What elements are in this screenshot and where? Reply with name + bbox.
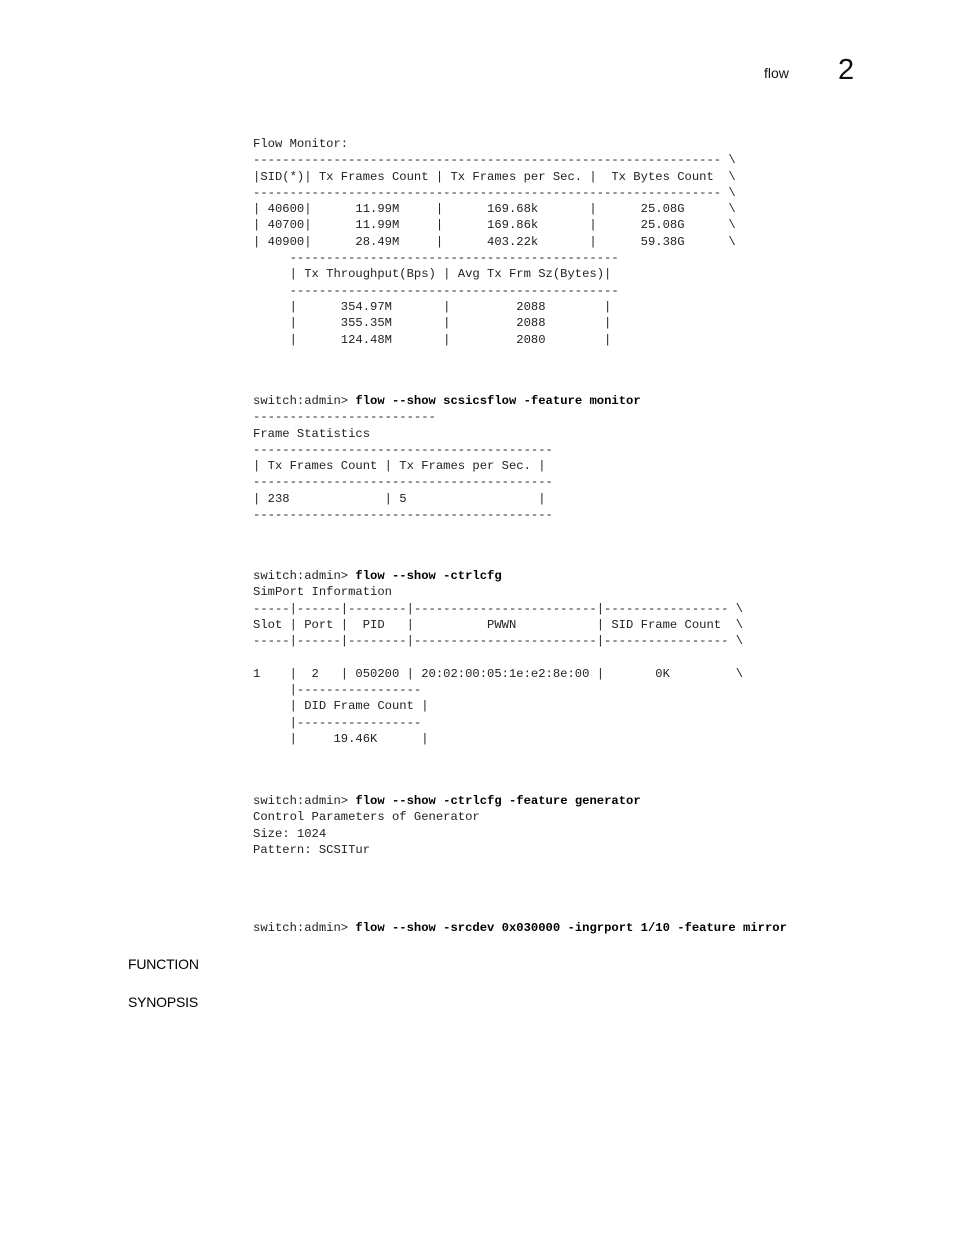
- output-line: | 40900| 28.49M | 403.22k | 59.38G \: [253, 234, 736, 249]
- output-line: -----------------------------------------: [253, 442, 553, 457]
- output-line: |-----------------: [253, 683, 422, 698]
- output-line: Flow Monitor:: [253, 137, 349, 151]
- output-line: -----------------------------------------: [253, 475, 553, 490]
- command-line: [253, 393, 641, 409]
- command-text: flow --show -ctrlcfg: [355, 569, 502, 583]
- output-line: | 40600| 11.99M | 169.68k | 25.08G \: [253, 202, 736, 217]
- output-line: | Tx Throughput(Bps) | Avg Tx Frm Sz(Bytes)|: [253, 267, 612, 282]
- output-line: | Tx Frames Count | Tx Frames per Sec. |: [253, 459, 546, 474]
- mirror-command-example: [253, 920, 787, 936]
- shell-prompt: switch:admin>: [253, 794, 356, 808]
- shell-prompt: switch:admin>: [253, 569, 356, 583]
- output-line: -----------------------------------------: [253, 508, 553, 523]
- output-line: SimPort Information: [253, 585, 392, 600]
- output-line: | 40700| 11.99M | 169.86k | 25.08G \: [253, 218, 736, 233]
- output-line: | 354.97M | 2088 |: [253, 299, 612, 314]
- output-line: | 238 | 5 |: [253, 491, 546, 506]
- output-line: | 124.48M | 2080 |: [253, 332, 612, 347]
- command-text: flow --show scsicsflow -feature monitor: [355, 394, 641, 408]
- output-line: | DID Frame Count |: [253, 699, 429, 714]
- output-line: ---------------------------------------------: [253, 283, 619, 298]
- flow-monitor-output: [253, 136, 736, 348]
- output-line: -----|------|--------|-------------------------|----------------- \: [253, 634, 744, 649]
- header-title: flow: [764, 65, 789, 81]
- output-line: ---------------------------------------------------------------- \: [253, 153, 736, 168]
- output-line: 1 | 2 | 050200 | 20:02:00:05:1e:e2:8e:00 | 0K \: [253, 666, 744, 681]
- output-line: ---------------------------------------------: [253, 251, 619, 266]
- command-text: flow --show -srcdev 0x030000 -ingrport 1/10 -feature mirror: [355, 921, 787, 935]
- command-line: [253, 793, 641, 809]
- output-line: -----|------|--------|-------------------------|----------------- \: [253, 601, 744, 616]
- scsicsflow-monitor-output: [253, 393, 641, 523]
- output-line: [253, 649, 743, 665]
- output-line: ---------------------------------------------------------------- \: [253, 185, 736, 200]
- output-line: |-----------------: [253, 715, 422, 730]
- output-line: Frame Statistics: [253, 426, 371, 441]
- output-line: Pattern: SCSITur: [253, 842, 371, 857]
- function-heading: FUNCTION: [128, 956, 199, 972]
- output-line: Size: 1024: [253, 826, 327, 841]
- output-line: | 19.46K |: [253, 731, 429, 746]
- output-line: |SID(*)| Tx Frames Count | Tx Frames per Sec. | Tx Bytes Count \: [253, 169, 736, 184]
- output-line: Control Parameters of Generator: [253, 810, 480, 825]
- output-line: | 355.35M | 2088 |: [253, 316, 612, 331]
- output-line: Slot | Port | PID | PWWN | SID Frame Count \: [253, 617, 744, 632]
- chapter-number: 2: [838, 54, 855, 86]
- command-line: [253, 568, 743, 584]
- shell-prompt: switch:admin>: [253, 394, 356, 408]
- synopsis-heading: SYNOPSIS: [128, 994, 198, 1010]
- shell-prompt: switch:admin>: [253, 921, 356, 935]
- command-line: [253, 920, 787, 936]
- output-line: -------------------------: [253, 410, 436, 425]
- command-text: flow --show -ctrlcfg -feature generator: [355, 794, 641, 808]
- ctrlcfg-output: [253, 568, 743, 747]
- ctrlcfg-generator-output: [253, 793, 641, 858]
